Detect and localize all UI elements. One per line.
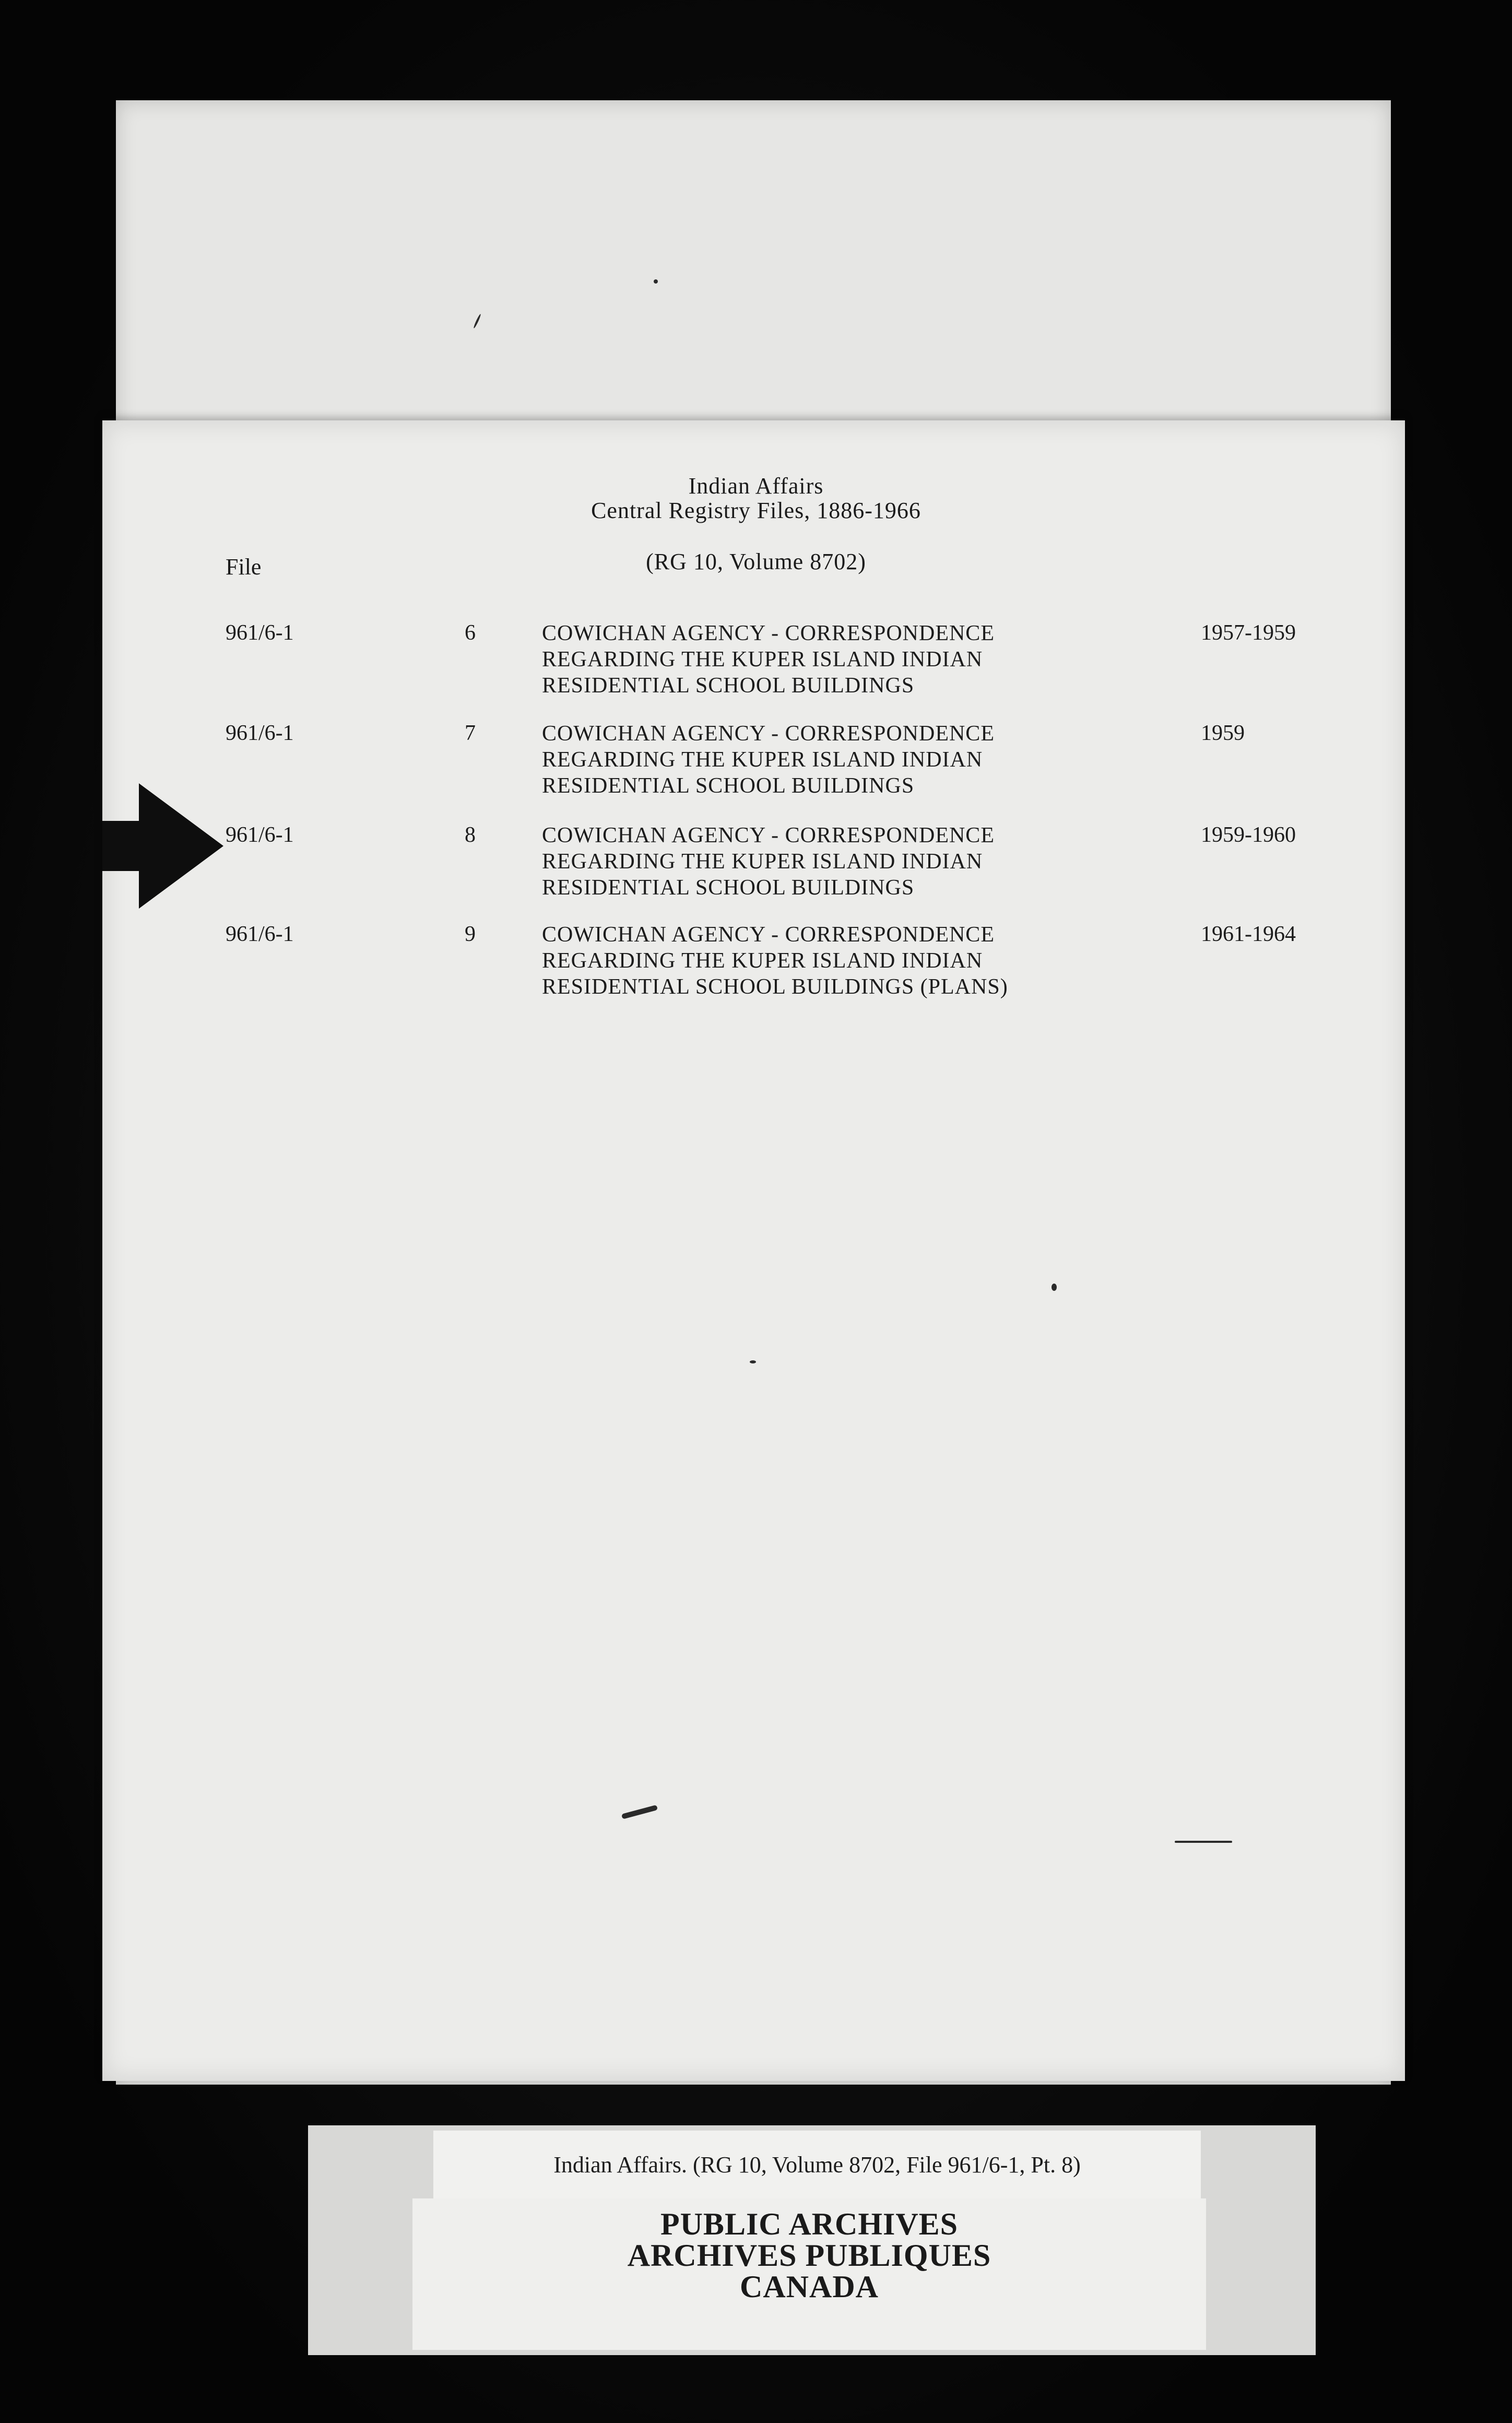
description-line: REGARDING THE KUPER ISLAND INDIAN (542, 648, 983, 672)
file-number: 961/6-1 (226, 823, 294, 847)
header-subtitle: Central Registry Files, 1886-1966 (591, 498, 921, 523)
file-number: 961/6-1 (226, 922, 294, 946)
header-volume: (RG 10, Volume 8702) (646, 549, 866, 574)
description-line: RESIDENTIAL SCHOOL BUILDINGS (PLANS) (542, 975, 1008, 999)
description-line: RESIDENTIAL SCHOOL BUILDINGS (542, 876, 915, 900)
list-item (0, 922, 1512, 1000)
date-range: 1961-1964 (1201, 922, 1296, 946)
part-number: 8 (465, 823, 476, 847)
description-line: REGARDING THE KUPER ISLAND INDIAN (542, 850, 983, 874)
stamp-line: PUBLIC ARCHIVES (660, 2207, 959, 2241)
description-line: REGARDING THE KUPER ISLAND INDIAN (542, 748, 983, 772)
description-line: COWICHAN AGENCY - CORRESPONDENCE (542, 621, 995, 645)
file-number: 961/6-1 (226, 721, 294, 745)
description-line: COWICHAN AGENCY - CORRESPONDENCE (542, 923, 995, 947)
part-number: 7 (465, 721, 476, 745)
stamp-line: CANADA (740, 2269, 879, 2304)
file-description (542, 922, 1008, 1000)
dust-speck (654, 279, 658, 284)
date-range: 1959 (1201, 721, 1245, 745)
file-column-label: File (226, 554, 262, 580)
file-description (542, 721, 995, 799)
list-item (0, 620, 1512, 699)
header-title: Indian Affairs (688, 473, 824, 499)
file-number: 961/6-1 (226, 621, 294, 645)
dust-speck (1175, 1841, 1232, 1843)
reel-caption: Indian Affairs. (RG 10, Volume 8702, File 961/6-1, Pt. 8) (433, 2131, 1201, 2199)
description-line: RESIDENTIAL SCHOOL BUILDINGS (542, 674, 915, 698)
description-line: REGARDING THE KUPER ISLAND INDIAN (542, 949, 983, 973)
part-number: 6 (465, 621, 476, 645)
dust-speck (750, 1360, 756, 1363)
file-description (542, 620, 995, 699)
date-range: 1957-1959 (1201, 621, 1296, 645)
description-line: RESIDENTIAL SCHOOL BUILDINGS (542, 774, 915, 798)
part-number: 9 (465, 922, 476, 946)
pointer-arrow-icon (102, 783, 228, 909)
date-range: 1959-1960 (1201, 823, 1296, 847)
description-line: COWICHAN AGENCY - CORRESPONDENCE (542, 722, 995, 746)
file-description (542, 822, 995, 901)
description-line: COWICHAN AGENCY - CORRESPONDENCE (542, 824, 995, 848)
dust-speck (1052, 1284, 1057, 1291)
stamp-line: ARCHIVES PUBLIQUES (627, 2238, 991, 2273)
